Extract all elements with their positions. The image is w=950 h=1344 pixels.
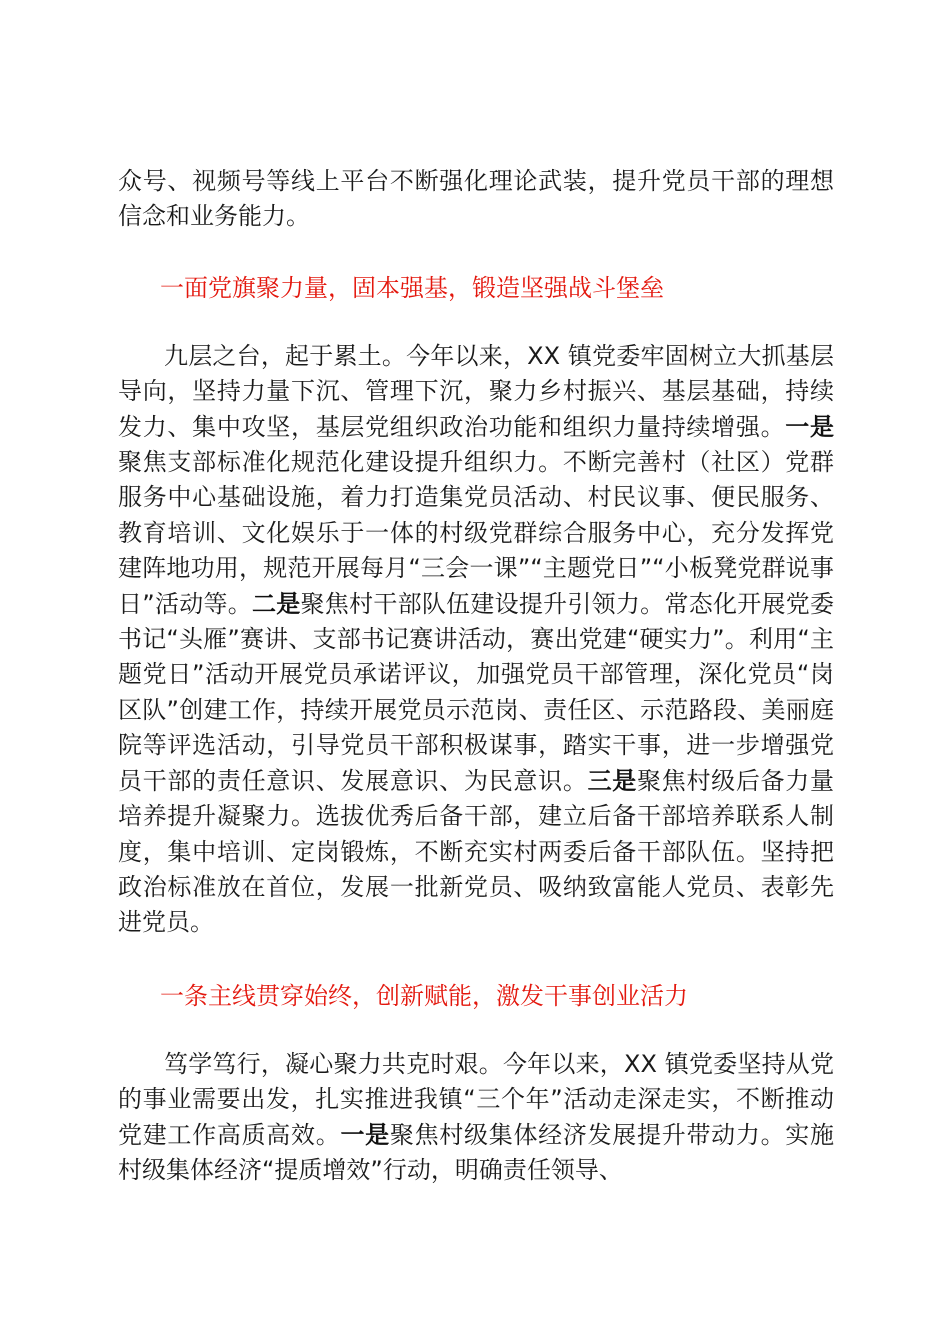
section-1-paragraph xyxy=(118,339,834,941)
section-1-text-b: 聚焦支部标准化规范化建设提升组织力。不断完善村（社区）党群服务中心基础设施，着力打造集党员活动、村民议事、便民服务、教育培训、文化娱乐于一体的村级党群综合服务中心，充分发挥党建阵地功用，规范开展每月“三会一课”“主题党日”“小板凳党群说事日”活动等。 xyxy=(118,448,834,618)
section-2-text-b: 聚焦村级集体经济发展提升带动力。实施村级集体经济“提质增效”行动，明确责任领导、 xyxy=(118,1120,835,1184)
section-1-bold-1: 一是 xyxy=(785,412,835,441)
section-heading-2: 一条主线贯穿始终，创新赋能，激发干事创业活力 xyxy=(160,981,688,1010)
section-1-bold-2: 二是 xyxy=(252,589,301,618)
intro-paragraph: 众号、视频号等线上平台不断强化理论武装，提升党员干部的理想信念和业务能力。 xyxy=(118,167,834,231)
section-1-bold-3: 三是 xyxy=(587,766,638,795)
section-heading-1: 一面党旗聚力量，固本强基，锻造坚强战斗堡垒 xyxy=(160,273,664,302)
section-1-text-c: 聚焦村干部队伍建设提升引领力。常态化开展党委书记“头雁”赛讲、支部书记赛讲活动，赛出党建“硬实力”。利用“主题党日”活动开展党员承诺评议，加强党员干部管理，深化党员“岗区队”创建工作，持续开展党员示范岗、责任区、示范路段、美丽庭院等评选活动，引导党员干部积极谋事，踏实干事，进一步增强党员干部的责任意识、发展意识、为民意识。 xyxy=(118,589,835,795)
section-1-text-a: 九层之台，起于累土。今年以来，XX 镇党委牢固树立大抓基层导向，坚持力量下沉、管理下沉，聚力乡村振兴、基层基础，持续发力、集中攻坚，基层党组织政治功能和组织力量持续增强。 xyxy=(118,341,834,441)
section-2-bold-1: 一是 xyxy=(340,1120,390,1149)
section-2-paragraph xyxy=(118,1047,834,1189)
section-1-text-d: 聚焦村级后备力量培养提升凝聚力。选拔优秀后备干部，建立后备干部培养联系人制度，集中培训、定岗锻炼，不断充实村两委后备干部队伍。坚持把政治标准放在首位，发展一批新党员、吸纳致富能人党员、表彰先进党员。 xyxy=(118,766,835,937)
section-2-text-a: 笃学笃行，凝心聚力共克时艰。今年以来，XX 镇党委坚持从党的事业需要出发，扎实推进我镇“三个年”活动走深走实，不断推动党建工作高质高效。 xyxy=(118,1049,834,1149)
document-page xyxy=(118,0,834,1188)
